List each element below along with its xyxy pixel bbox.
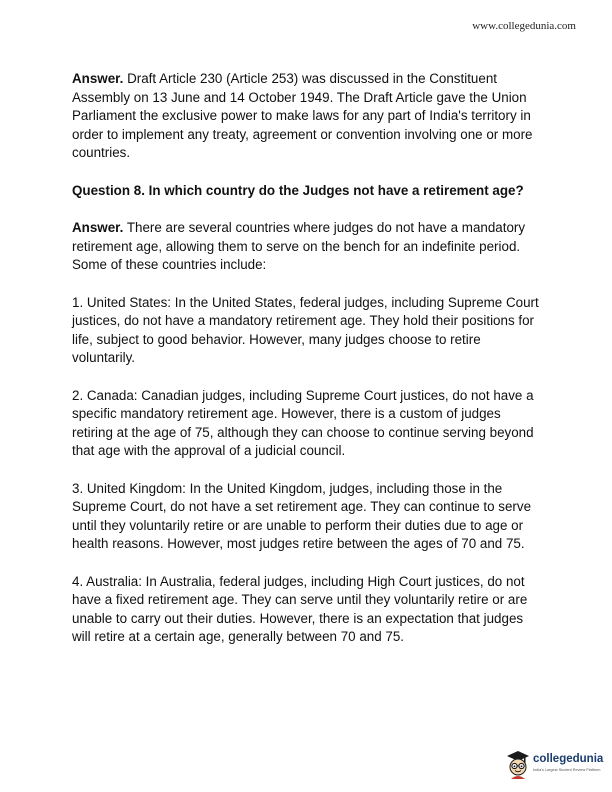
list-item-united-kingdom: 3. United Kingdom: In the United Kingdom, judges, including those in the Supreme Court, do not have a set retirement age. They can continue to serve until they voluntarily retire or are unable to perform their duties due to age or health reasons. However, most judges retire between the ages of 70 and 75. — [72, 480, 532, 551]
list-item-united-states: 1. United States: In the United States, federal judges, including Supreme Court justices, do not have a mandatory retirement age. They hold their positions for life, subject to good behavior. However, many judges choose to retire voluntarily. — [72, 294, 539, 365]
answer-text: There are several countries where judges do not have a mandatory retirement age, allowing them to serve on the bench for an indefinite period. Some of these countries include: — [72, 220, 526, 272]
logo-wordmark: collegedunia — [533, 753, 604, 765]
question-8: Question 8. In which country do the Judges not have a retirement age? — [72, 182, 524, 198]
collegedunia-logo — [505, 747, 605, 783]
answer-7-paragraph — [72, 70, 544, 163]
header-url[interactable]: www.collegedunia.com — [472, 20, 576, 32]
document-body — [72, 70, 544, 666]
answer-label: Answer. — [72, 71, 124, 86]
list-item-australia: 4. Australia: In Australia, federal judges, including High Court justices, do not have a fixed retirement age. They can serve until they voluntarily retire or are unable to carry out their duties. However, there is an expectation that judges will retire at a certain age, generally between 70 and 75. — [72, 573, 528, 644]
mascot-icon — [505, 749, 531, 781]
answer-8-paragraph — [72, 219, 544, 275]
answer-text: Draft Article 230 (Article 253) was discussed in the Constituent Assembly on 13 June and 14 October 1949. The Draft Article gave the Union Parliament the exclusive power to make laws for any part of India's territory in order to implement any treaty, agreement or convention involving one or more countries. — [72, 71, 533, 160]
list-item-canada: 2. Canada: Canadian judges, including Supreme Court justices, do not have a specific mandatory retirement age. However, there is a custom of judges retiring at the age of 75, although they can choose to continue serving beyond that age with the approval of a judicial council. — [72, 387, 534, 458]
answer-label: Answer. — [72, 220, 124, 235]
logo-tagline: India's Largest Student Review Platform — [533, 768, 601, 772]
